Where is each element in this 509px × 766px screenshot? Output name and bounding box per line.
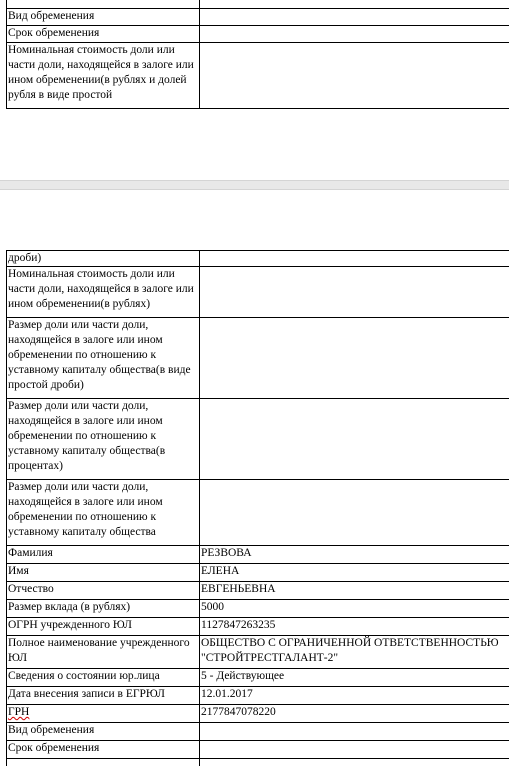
table-row [7,318,509,399]
field-label: Дата внесения записи в ЕГРЮЛ [7,687,200,705]
table-row [7,687,509,705]
field-value [200,723,509,741]
table-row [7,546,509,564]
field-value [200,9,509,26]
document-page-1 [0,0,509,180]
field-value [200,741,509,759]
field-label: Размер вклада (в рублях) [7,600,200,618]
field-value: 5000 [200,600,509,618]
field-value: РЕЗВОВА [200,546,509,564]
field-label: Сведения о состоянии юр.лица [7,669,200,687]
table-row [7,618,509,636]
table-row [7,741,509,759]
field-value: ОБЩЕСТВО С ОГРАНИЧЕННОЙ ОТВЕТСТВЕННОСТЬЮ "СТРОЙТРЕСТГАЛАНТ-2" [200,636,509,669]
table-row [7,582,509,600]
field-label: ОГРН учрежденного ЮЛ [7,618,200,636]
table-row [7,705,509,723]
field-value [200,43,509,109]
record-table-page-2 [6,250,509,766]
field-label: Размер доли или части доли, находящейся в залоге или ином обременении по отношению к уставному капиталу общества(в процентах) [7,399,200,480]
field-label: Вид обременения [7,723,200,741]
field-label [7,0,200,9]
table-row [7,636,509,669]
field-value [200,759,509,766]
field-label: Номинальная стоимость доли или части доли, находящейся в залоге или ином обременении(в рублях и долей рубля в виде простой [7,43,200,109]
field-value: 12.01.2017 [200,687,509,705]
field-value: ЕВГЕНЬЕВНА [200,582,509,600]
document-page-2 [0,190,509,766]
table-row [7,267,509,318]
field-label: Размер доли или части доли, находящейся в залоге или ином обременении по отношению к уставному капиталу общества [7,480,200,546]
field-label [7,759,200,766]
field-value [200,267,509,318]
field-label: Вид обременения [7,9,200,26]
field-value: 5 - Действующее [200,669,509,687]
field-label: Срок обременения [7,26,200,43]
field-value [200,26,509,43]
field-label: Размер доли или части доли, находящейся в залоге или ином обременении по отношению к уставному капиталу общества(в виде простой дроби) [7,318,200,399]
field-label: Фамилия [7,546,200,564]
table-row [7,600,509,618]
table-row [7,399,509,480]
table-row [7,26,509,43]
field-label: ГРН [7,705,200,723]
table-row [7,669,509,687]
field-value [200,251,509,267]
table-row [7,480,509,546]
field-label: Отчество [7,582,200,600]
field-value: 1127847263235 [200,618,509,636]
field-value [200,318,509,399]
table-row [7,564,509,582]
field-value: ЕЛЕНА [200,564,509,582]
page-separator [0,180,509,190]
field-value [200,399,509,480]
field-label: дроби) [7,251,200,267]
table-row [7,251,509,267]
table-row [7,0,509,9]
field-label: Полное наименование учрежденного ЮЛ [7,636,200,669]
field-value: 2177847078220 [200,705,509,723]
record-table-page-1 [6,0,509,109]
field-label: Номинальная стоимость доли или части доли, находящейся в залоге или ином обременении(в рублях) [7,267,200,318]
field-value [200,0,509,9]
field-label: Срок обременения [7,741,200,759]
field-value [200,480,509,546]
table-row [7,9,509,26]
table-row [7,723,509,741]
table-row [7,759,509,766]
field-label: Имя [7,564,200,582]
table-row [7,43,509,109]
